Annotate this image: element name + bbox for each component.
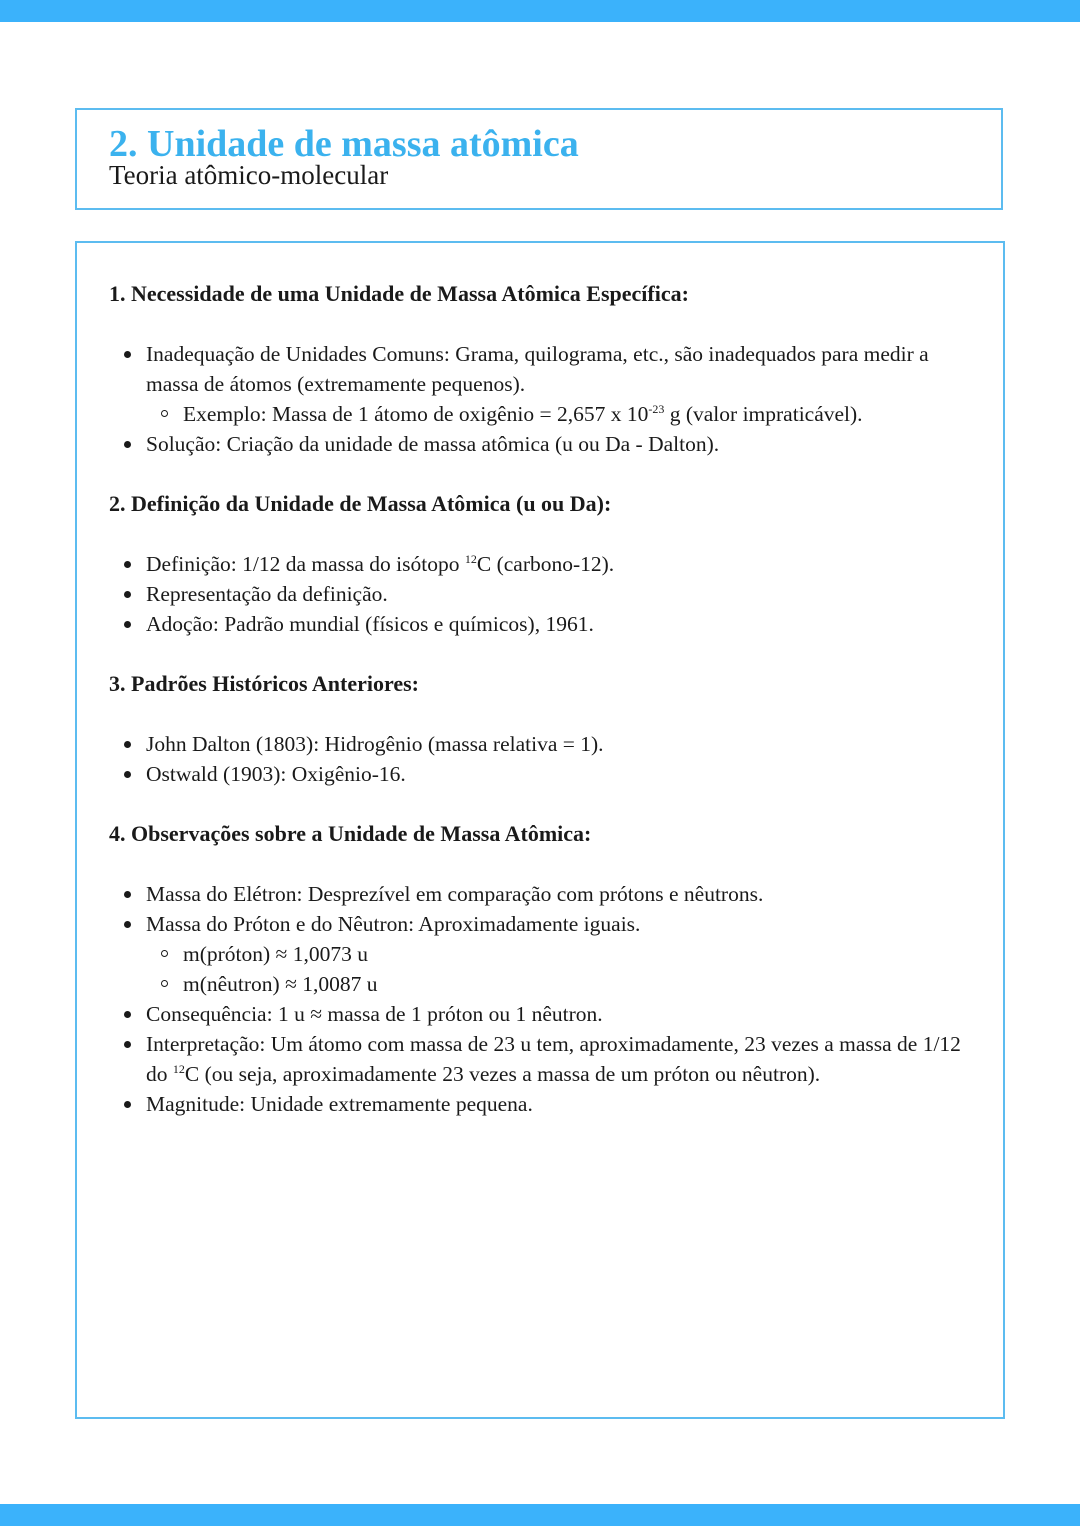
sub-list-item: Exemplo: Massa de 1 átomo de oxigênio = 2,657 x $10^{-23}$ g (valor impraticável). <box>183 399 969 429</box>
sub-list <box>146 939 969 999</box>
list-item: Representação da definição. <box>146 579 969 609</box>
content-box <box>75 241 1005 1419</box>
section-observations <box>109 819 969 1119</box>
page-subtitle: Teoria atômico-molecular <box>109 160 389 190</box>
top-accent-bar <box>0 0 1080 22</box>
section-heading: 4. Observações sobre a Unidade de Massa Atômica: <box>109 821 592 846</box>
sub-list-item: m(nêutron) ≈ 1,0087 u <box>183 969 969 999</box>
list-item: Magnitude: Unidade extremamente pequena. <box>146 1089 969 1119</box>
list-item: Massa do Próton e do Nêutron: Aproximadamente iguais. m(próton) ≈ 1,0073 u m(nêutron) ≈ 1,0087 u <box>146 909 969 999</box>
list-item: Ostwald (1903): Oxigênio-16. <box>146 759 969 789</box>
list-item: Adoção: Padrão mundial (físicos e químicos), 1961. <box>146 609 969 639</box>
list-item: Inadequação de Unidades Comuns: Grama, quilograma, etc., são inadequados para medir a massa de átomos (extremamente pequenos). Exemplo: Massa de 1 átomo de oxigênio = 2,657 x $10^{-23}$ g (valor impraticável). <box>146 339 969 429</box>
section-definition <box>109 489 969 639</box>
bullet-list <box>109 879 969 1119</box>
section-heading: 3. Padrões Históricos Anteriores: <box>109 671 419 696</box>
sub-list <box>146 399 969 429</box>
section-historical <box>109 669 969 789</box>
title-box <box>75 108 1003 210</box>
list-item: Interpretação: Um átomo com massa de 23 u tem, aproximadamente, 23 vezes a massa de 1/12 do $^{12}$C (ou seja, aproximadamente 23 vezes a massa de um próton ou nêutron). <box>146 1029 969 1089</box>
section-heading: 1. Necessidade de uma Unidade de Massa Atômica Específica: <box>109 281 689 306</box>
page-title: 2. Unidade de massa atômica <box>109 123 579 165</box>
section-necessity <box>109 279 969 459</box>
bullet-list <box>109 729 969 789</box>
list-item: John Dalton (1803): Hidrogênio (massa relativa = 1). <box>146 729 969 759</box>
content-body <box>109 279 969 1149</box>
sub-list-item: m(próton) ≈ 1,0073 u <box>183 939 969 969</box>
list-item: Massa do Elétron: Desprezível em comparação com prótons e nêutrons. <box>146 879 969 909</box>
list-item: Consequência: 1 u ≈ massa de 1 próton ou 1 nêutron. <box>146 999 969 1029</box>
list-item: Definição: 1/12 da massa do isótopo $^{12}$C (carbono-12). <box>146 549 969 579</box>
bullet-list <box>109 339 969 459</box>
bottom-accent-bar <box>0 1504 1080 1526</box>
section-heading: 2. Definição da Unidade de Massa Atômica (u ou Da): <box>109 491 612 516</box>
bullet-list <box>109 549 969 639</box>
list-item: Solução: Criação da unidade de massa atômica (u ou Da - Dalton). <box>146 429 969 459</box>
